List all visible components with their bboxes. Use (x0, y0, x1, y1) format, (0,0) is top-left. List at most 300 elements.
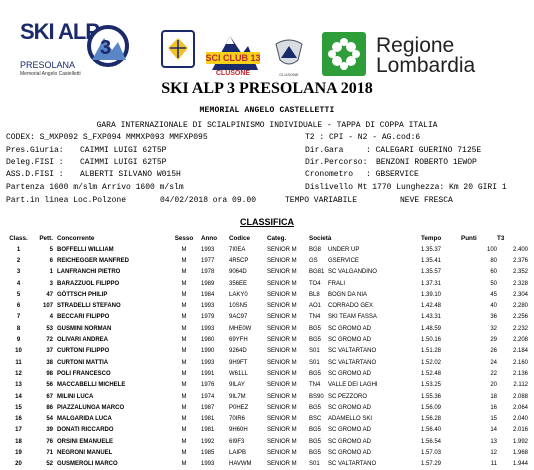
cell-anno: 1980 (201, 337, 215, 344)
regione-lombardia-logo (322, 32, 522, 76)
lombardia-line2: Lombardia (376, 54, 476, 77)
cell-sesso: M (181, 303, 187, 310)
dir-gara-value: : CALEGARI GUERINO 7125E (366, 146, 482, 155)
cell-societa: UNDER UP (328, 246, 360, 253)
col-anno: Anno (201, 235, 218, 242)
snow-condition: NEVE FRESCA (400, 196, 453, 205)
cell-anno: 1987 (201, 404, 215, 411)
cell-punti: 15 (490, 416, 497, 423)
cell-t3: 2.160 (512, 359, 528, 366)
cell-punti: 45 (490, 291, 497, 298)
cell-codice: 9H60H (229, 427, 248, 434)
cell-pett: 72 (46, 337, 53, 344)
cell-codice: LAIPB (229, 449, 247, 456)
col-tempo: Tempo (421, 235, 442, 242)
cell-categ: SENIOR M (267, 246, 297, 253)
cell-pett: 37 (46, 348, 53, 355)
cell-pett: 76 (46, 438, 53, 445)
cell-t3: 2.304 (512, 291, 528, 298)
cell-pett: 98 (46, 370, 53, 377)
cell-soc-code: BG8 (309, 246, 322, 253)
cell-categ: SENIOR M (267, 348, 297, 355)
cell-soc-code: S01 (309, 348, 320, 355)
clusone-crest-text: CLUSONE (279, 72, 299, 77)
cell-societa: BOGN DA NIA (328, 291, 368, 298)
cell-concorrente: BARAZZUOL FILIPPO (57, 280, 120, 287)
cell-class: 17 (15, 427, 22, 434)
cell-anno: 1985 (201, 449, 215, 456)
table-row (0, 289, 528, 300)
cell-codice: 10SN5 (229, 303, 248, 310)
cell-tempo: 1.39.10 (421, 291, 442, 298)
cronometro-label: Cronometro (305, 170, 354, 179)
table-row (0, 368, 528, 379)
weather: TEMPO VARIABILE (285, 196, 358, 205)
sci-club-text: SCI CLUB 13 (206, 53, 260, 63)
cell-tempo: 1.56.09 (421, 404, 442, 411)
cell-categ: SENIOR M (267, 370, 297, 377)
cell-pett: 3 (49, 280, 53, 287)
cell-codice: HAVWM (229, 461, 252, 468)
cell-tempo: 1.43.31 (421, 314, 442, 321)
cell-pett: 86 (46, 404, 53, 411)
table-row (0, 413, 528, 424)
cell-sesso: M (181, 291, 187, 298)
sci-club-place: CLUSONE (215, 70, 251, 77)
sci-club-mountain-icon (206, 30, 260, 78)
fisi-shield-icon (163, 32, 193, 66)
cell-sesso: M (181, 438, 187, 445)
cell-anno: 1974 (201, 393, 215, 400)
cell-codice: 6I9F3 (229, 438, 245, 445)
cell-pett: 52 (46, 461, 53, 468)
cell-sesso: M (181, 427, 187, 434)
svg-text:3: 3 (100, 37, 112, 59)
cell-soc-code: BG5 (309, 337, 322, 344)
cell-anno: 1976 (201, 382, 215, 389)
cell-concorrente: NEGRONI MANUEL (57, 449, 113, 456)
cell-t3: 1.968 (512, 449, 528, 456)
ski-alp-logo-text: SKI ALP (20, 19, 99, 44)
cell-pett: 4 (49, 314, 53, 321)
cell-sesso: M (181, 370, 187, 377)
mountain-3-icon (86, 24, 130, 68)
cell-concorrente: ORSINI EMANUELE (57, 438, 114, 445)
cell-punti: 100 (486, 246, 497, 253)
cell-anno: 1989 (201, 280, 215, 287)
table-row (0, 312, 528, 323)
cell-tempo: 1.56.40 (421, 427, 442, 434)
cell-tempo: 1.57.29 (421, 461, 442, 468)
cell-societa: SC GROMO AD (328, 370, 372, 377)
cell-t3: 2.256 (512, 314, 528, 321)
cell-pett: 5 (49, 246, 53, 253)
cell-pett: 107 (42, 303, 53, 310)
cell-anno: 1979 (201, 314, 215, 321)
cell-t3: 2.040 (512, 416, 528, 423)
cell-categ: SENIOR M (267, 337, 297, 344)
cell-concorrente: MACCABELLI MICHELE (57, 382, 126, 389)
cell-class: 14 (15, 393, 22, 400)
cell-categ: SENIOR M (267, 438, 297, 445)
cell-punti: 24 (490, 359, 497, 366)
cell-pett: 54 (46, 416, 53, 423)
col-categ: Categ. (267, 235, 287, 242)
cell-pett: 6 (49, 257, 53, 264)
cell-societa: SC GROMO AD (328, 449, 372, 456)
cell-soc-code: BG5 (309, 449, 322, 456)
table-row (0, 425, 528, 436)
partenza-location: Part.in linea Loc.Polzone (6, 196, 127, 205)
cell-societa: SC GROMO AD (328, 438, 372, 445)
cell-sesso: M (181, 382, 187, 389)
cell-categ: SENIOR M (267, 461, 297, 468)
cell-codice: LAKY0 (229, 291, 248, 298)
cell-categ: SENIOR M (267, 280, 297, 287)
cell-t3: 2.112 (513, 382, 528, 389)
cell-societa: GSERVICE (328, 257, 359, 264)
crest-icon (272, 34, 306, 70)
cell-soc-code: BSC (309, 416, 322, 423)
deleg-label: Deleg.FISI : (6, 158, 64, 167)
cell-sesso: M (181, 449, 187, 456)
col-sesso: Sesso (174, 235, 194, 242)
cell-punti: 32 (490, 325, 497, 332)
gara-description: GARA INTERNAZIONALE DI SCIALPINISMO INDIVIDUALE - TAPPA DI COPPA ITALIA (96, 121, 438, 130)
cell-societa: SC VALTARTANO (328, 348, 377, 355)
cell-soc-code: BG5 (309, 370, 322, 377)
cell-concorrente: OLIVARI ANDREA (57, 337, 108, 344)
cell-soc-code: S01 (309, 359, 320, 366)
ski-alp-presolana: PRESOLANA (20, 60, 76, 70)
codex-line: CODEX: S_MXP092 S_FXP094 MMMXP093 MMFXP095 (6, 133, 208, 142)
cell-sesso: M (181, 393, 187, 400)
cell-concorrente: CURTONI MATTIA (57, 359, 109, 366)
ass-value: ALBERTI SILVANO W015H (80, 170, 181, 179)
cell-t3: 2.136 (512, 370, 528, 377)
cell-soc-code: TN4 (309, 314, 321, 321)
cell-anno: 1990 (201, 348, 215, 355)
logo-strip (0, 0, 534, 80)
cell-punti: 60 (490, 269, 497, 276)
cell-codice: 356EE (229, 280, 248, 287)
cell-punti: 11 (490, 461, 497, 468)
cell-concorrente: MALGARIDA LUCA (57, 416, 112, 423)
cell-class: 1 (16, 246, 21, 253)
cell-punti: 16 (490, 404, 497, 411)
cell-t3: 2.376 (512, 257, 528, 264)
cell-codice: 9H9FT (229, 359, 248, 366)
cell-sesso: M (181, 269, 187, 276)
col-class: Class. (9, 235, 28, 242)
cell-class: 19 (15, 449, 22, 456)
cell-tempo: 1.56.54 (421, 438, 442, 445)
cell-concorrente: CURTONI FILIPPO (57, 348, 110, 355)
cell-concorrente: POLI FRANCESCO (57, 370, 111, 377)
cell-class: 4 (16, 280, 21, 287)
table-row (0, 323, 528, 334)
cell-anno: 1993 (201, 303, 215, 310)
cell-class: 13 (15, 382, 22, 389)
cell-sesso: M (181, 359, 187, 366)
cell-soc-code: BG5 (309, 438, 322, 445)
cell-punti: 12 (490, 449, 497, 456)
cell-soc-code: GS (309, 257, 318, 264)
cell-t3: 2.280 (512, 303, 528, 310)
cell-sesso: M (181, 314, 187, 321)
cell-pett: 1 (49, 269, 53, 276)
cell-class: 9 (16, 337, 21, 344)
cell-societa: CORRADO GEX (328, 303, 374, 310)
cell-punti: 36 (490, 314, 497, 321)
table-row (0, 346, 528, 357)
cell-soc-code: BG5 (309, 427, 322, 434)
cell-punti: 22 (490, 370, 497, 377)
table-row (0, 436, 528, 447)
cell-societa: SC GROMO AD (328, 337, 372, 344)
cell-t3: 2.016 (512, 427, 528, 434)
cell-societa: SC GROMO AD (328, 427, 372, 434)
cell-anno: 1978 (201, 269, 215, 276)
cell-tempo: 1.42.48 (421, 303, 442, 310)
table-row (0, 447, 528, 458)
cell-punti: 14 (490, 427, 497, 434)
table-row (0, 255, 528, 266)
cell-societa: SC PEZZORO (328, 393, 368, 400)
cell-tempo: 1.56.28 (421, 416, 442, 423)
cell-societa: SC VALTARTANO (328, 461, 377, 468)
cell-soc-code: TN4 (309, 382, 321, 389)
deleg-value: CAIMMI LUIGI 62T5P (80, 158, 167, 167)
cell-class: 5 (16, 291, 21, 298)
cell-pett: 71 (46, 449, 53, 456)
cell-categ: SENIOR M (267, 416, 297, 423)
cell-categ: SENIOR M (267, 449, 297, 456)
cell-sesso: M (181, 416, 187, 423)
cell-categ: SENIOR M (267, 325, 297, 332)
cell-soc-code: BL8 (309, 291, 320, 298)
table-row (0, 267, 528, 278)
cell-class: 2 (16, 257, 21, 264)
table-row (0, 357, 528, 368)
cell-tempo: 1.57.03 (421, 449, 442, 456)
cell-soc-code: BG81 (309, 269, 325, 276)
cell-codice: 70IR6 (229, 416, 246, 423)
cell-pett: 67 (46, 393, 53, 400)
pres-giuria-label: Pres.Giuria: (6, 146, 64, 155)
cell-tempo: 1.35.37 (421, 246, 442, 253)
cell-sesso: M (181, 257, 187, 264)
cell-concorrente: BOFFELLI WILLIAM (57, 246, 114, 253)
col-punti: Punti (461, 235, 477, 242)
cell-sesso: M (181, 348, 187, 355)
cell-codice: 69YFH (229, 337, 248, 344)
cell-class: 10 (15, 348, 22, 355)
cell-anno: 1993 (201, 325, 215, 332)
cell-categ: SENIOR M (267, 291, 297, 298)
cell-pett: 47 (46, 291, 53, 298)
cell-categ: SENIOR M (267, 303, 297, 310)
cell-anno: 1984 (201, 291, 215, 298)
cell-tempo: 1.55.36 (421, 393, 442, 400)
cell-sesso: M (181, 280, 187, 287)
cell-class: 18 (15, 438, 22, 445)
cell-punti: 80 (490, 257, 497, 264)
fisi-logo (161, 30, 195, 68)
cell-class: 6 (16, 303, 21, 310)
lombardia-rose-icon (322, 32, 366, 76)
dir-percorso-label: Dir.Percorso: (305, 158, 368, 167)
col-t3: T3 (497, 235, 505, 242)
lombardia-line1: Regione (376, 34, 455, 57)
cell-concorrente: BECCARI FILIPPO (57, 314, 110, 321)
cell-t3: 2.400 (512, 246, 528, 253)
table-row (0, 391, 528, 402)
cell-tempo: 1.53.25 (421, 382, 442, 389)
cell-concorrente: GUSMEROLI MARCO (57, 461, 118, 468)
dir-gara-label: Dir.Gara (305, 146, 344, 155)
cell-sesso: M (181, 325, 187, 332)
cell-categ: SENIOR M (267, 257, 297, 264)
cell-societa: FRALI (328, 280, 346, 287)
cell-pett: 39 (46, 427, 53, 434)
cell-concorrente: MILINI LUCA (57, 393, 94, 400)
cell-punti: 20 (490, 382, 497, 389)
cell-soc-code: AO1 (309, 303, 322, 310)
cell-punti: 18 (490, 393, 497, 400)
cell-codice: 9AC97 (229, 314, 248, 321)
cell-t3: 2.208 (512, 337, 528, 344)
cronometro-value: : GBSERVICE (366, 170, 419, 179)
cell-sesso: M (181, 461, 187, 468)
cell-tempo: 1.35.41 (421, 257, 442, 264)
cell-categ: SENIOR M (267, 382, 297, 389)
cell-categ: SENIOR M (267, 269, 297, 276)
cell-concorrente: LANFRANCHI PIETRO (57, 269, 121, 276)
cell-t3: 2.088 (512, 393, 528, 400)
cell-codice: 7I0EA (229, 246, 246, 253)
col-societa: Società (309, 235, 332, 242)
classifica-heading: CLASSIFICA (240, 217, 294, 227)
table-row (0, 334, 528, 345)
cell-tempo: 1.48.59 (421, 325, 442, 332)
cell-class: 12 (15, 370, 22, 377)
cell-punti: 13 (490, 438, 497, 445)
t2-line: T2 : CPI - N2 - AG.cod:6 (305, 133, 421, 142)
cell-sesso: M (181, 404, 187, 411)
cell-codice: W61LL (229, 370, 249, 377)
cell-societa: ADAMELLO SKI (328, 416, 373, 423)
sci-club-13-logo (206, 30, 260, 78)
cell-codice: 9064D (229, 269, 247, 276)
cell-t3: 2.352 (512, 269, 528, 276)
cell-anno: 1981 (201, 416, 215, 423)
results-table (0, 233, 528, 470)
cell-class: 8 (16, 325, 21, 332)
cell-pett: 53 (46, 325, 53, 332)
race-datetime: 04/02/2018 ora 09.00 (160, 196, 257, 205)
cell-punti: 40 (490, 303, 497, 310)
table-row (0, 278, 528, 289)
cell-codice: 9ILAY (229, 382, 245, 389)
cell-sesso: M (181, 246, 187, 253)
cell-codice: 9264D (229, 348, 247, 355)
cell-t3: 1.944 (512, 461, 528, 468)
cell-concorrente: PIAZZALUNGA MARCO (57, 404, 125, 411)
cell-t3: 1.992 (512, 438, 528, 445)
cell-anno: 1991 (201, 370, 215, 377)
cell-societa: SC VALGANDINO (328, 269, 377, 276)
cell-concorrente: DONATI RICCARDO (57, 427, 114, 434)
cell-tempo: 1.35.57 (421, 269, 442, 276)
cell-societa: VALLE DEI LAGHI (328, 382, 378, 389)
cell-anno: 1992 (201, 438, 215, 445)
cell-tempo: 1.37.31 (421, 280, 442, 287)
dir-percorso-value: BENZONI ROBERTO 1EWOP (376, 158, 477, 167)
cell-anno: 1993 (201, 461, 215, 468)
clusone-crest-logo (272, 34, 306, 77)
results-header-row (0, 233, 528, 244)
cell-sesso: M (181, 337, 187, 344)
cell-punti: 50 (490, 280, 497, 287)
cell-pett: 56 (46, 382, 53, 389)
cell-anno: 1993 (201, 359, 215, 366)
cell-anno: 1993 (201, 246, 215, 253)
cell-concorrente: GUSMINI NORMAN (57, 325, 112, 332)
cell-categ: SENIOR M (267, 359, 297, 366)
table-row (0, 402, 528, 413)
cell-t3: 2.232 (512, 325, 528, 332)
cell-codice: MHE0W (229, 325, 252, 332)
cell-categ: SENIOR M (267, 393, 297, 400)
partenza-line: Partenza 1600 m/slm Arrivo 1600 m/slm (6, 183, 184, 192)
cell-tempo: 1.50.16 (421, 337, 442, 344)
cell-categ: SENIOR M (267, 427, 297, 434)
table-row (0, 459, 528, 470)
ski-alp-memorial: Memorial Angelo Castelletti (20, 71, 81, 77)
cell-punti: 26 (490, 348, 497, 355)
cell-class: 11 (15, 359, 22, 366)
cell-societa: SC VALTARTANO (328, 359, 377, 366)
cell-societa: SC GROMO AD (328, 404, 372, 411)
cell-societa: SKI TEAM FASSA (328, 314, 377, 321)
dislivello-line: Dislivello Mt 1770 Lunghezza: Km 20 GIRI 1 (305, 183, 507, 192)
page-title: SKI ALP 3 PRESOLANA 2018 (161, 80, 373, 97)
cell-concorrente: REICHEGGER MANFRED (57, 257, 130, 264)
cell-class: 7 (16, 314, 21, 321)
cell-codice: 4R5CP (229, 257, 249, 264)
cell-societa: SC GROMO AD (328, 325, 372, 332)
col-pett: Pett. (39, 235, 53, 242)
cell-class: 15 (15, 404, 22, 411)
cell-tempo: 1.52.02 (421, 359, 442, 366)
cell-soc-code: TO4 (309, 280, 321, 287)
cell-class: 16 (15, 416, 22, 423)
pres-giuria-value: CAIMMI LUIGI 62T5P (80, 146, 167, 155)
ass-label: ASS.D.FISI : (6, 170, 64, 179)
cell-t3: 2.328 (512, 280, 528, 287)
cell-soc-code: BG5 (309, 404, 322, 411)
cell-class: 3 (16, 269, 21, 276)
cell-punti: 29 (490, 337, 497, 344)
memorial-subtitle: MEMORIAL ANGELO CASTELLETTI (199, 106, 335, 115)
cell-t3: 2.064 (512, 404, 528, 411)
cell-codice: P0HEZ (229, 404, 249, 411)
cell-categ: SENIOR M (267, 404, 297, 411)
cell-anno: 1977 (201, 257, 215, 264)
cell-soc-code: BS90 (309, 393, 324, 400)
cell-class: 20 (15, 461, 22, 468)
